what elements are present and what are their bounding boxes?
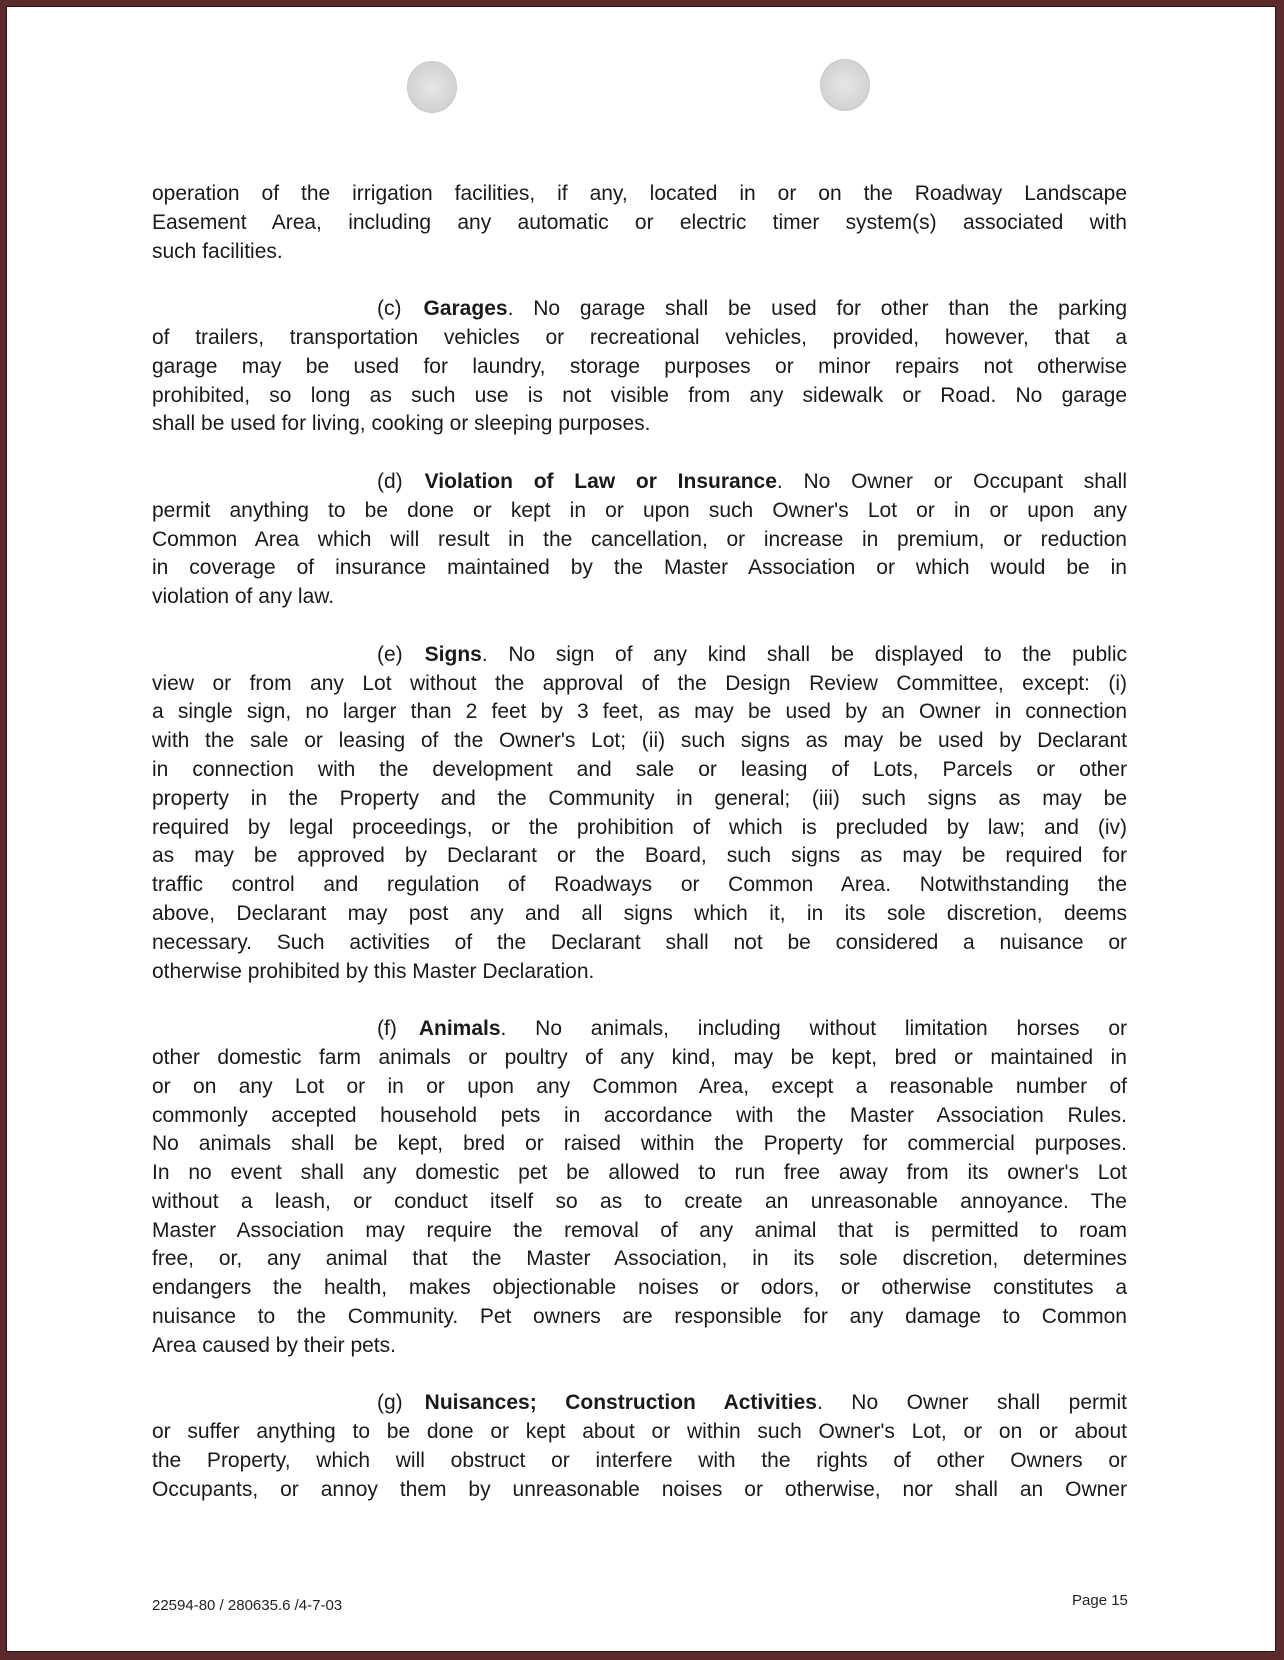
- text-line: in coverage of insurance maintained by the Master Association or which would be in: [152, 556, 1127, 580]
- paragraph: [152, 295, 1127, 439]
- line-text: . No sign of any kind shall be displayed to the public: [481, 642, 1127, 666]
- section-title: Violation of Law or Insurance: [424, 469, 777, 493]
- text-line: as may be approved by Declarant or the Board, such signs as may be required for: [152, 844, 1127, 868]
- section-label: (g): [377, 1391, 403, 1415]
- section-title: Nuisances; Construction Activities: [424, 1391, 817, 1415]
- text-line: required by legal proceedings, or the prohibition of which is precluded by law; and (iv): [152, 815, 1127, 839]
- text-line: Area caused by their pets.: [152, 1333, 396, 1357]
- paragraph: [152, 468, 1127, 612]
- text-line: traffic control and regulation of Roadways or Common Area. Notwithstanding the: [152, 873, 1127, 897]
- text-line: or suffer anything to be done or kept about or within such Owner's Lot, or on or about: [152, 1420, 1127, 1444]
- text-line: garage may be used for laundry, storage purposes or minor repairs not otherwise: [152, 354, 1127, 378]
- section-label: (e): [377, 642, 403, 666]
- paragraph: [152, 1389, 1127, 1504]
- text-line: violation of any law.: [152, 585, 335, 609]
- text-line: of trailers, transportation vehicles or recreational vehicles, provided, however, that a: [152, 325, 1127, 349]
- page-number: Page 15: [1072, 1592, 1128, 1609]
- text-line: endangers the health, makes objectionable noises or odors, or otherwise constitutes a: [152, 1276, 1127, 1300]
- document-page: [6, 6, 1276, 1652]
- section-label: (d): [377, 469, 403, 493]
- text-line: without a leash, or conduct itself so as to create an unreasonable annoyance. The: [152, 1189, 1127, 1213]
- line-text: . No Owner or Occupant shall: [776, 469, 1127, 493]
- section-label: (f): [377, 1017, 397, 1041]
- text-line: Common Area which will result in the cancellation, or increase in premium, or reduction: [152, 527, 1127, 551]
- text-line: the Property, which will obstruct or interfere with the rights of other Owners or: [152, 1449, 1127, 1473]
- text-line: In no event shall any domestic pet be allowed to run free away from its owner's Lot: [152, 1161, 1127, 1185]
- text-line: property in the Property and the Community in general; (iii) such signs as may be: [152, 786, 1127, 810]
- text-line: commonly accepted household pets in accordance with the Master Association Rules.: [152, 1103, 1127, 1127]
- section-title: Signs: [424, 642, 482, 666]
- text-line: shall be used for living, cooking or sleeping purposes.: [152, 412, 651, 436]
- text-line: prohibited, so long as such use is not visible from any sidewalk or Road. No garage: [152, 383, 1127, 407]
- text-line: necessary. Such activities of the Declarant shall not be considered a nuisance or: [152, 930, 1127, 954]
- text-line: other domestic farm animals or poultry of any kind, may be kept, bred or maintained in: [152, 1045, 1127, 1069]
- line-text: . No animals, including without limitation horses or: [500, 1017, 1127, 1041]
- text-line: [152, 295, 1127, 324]
- paragraph: [152, 1015, 1127, 1361]
- text-line: [152, 468, 1127, 497]
- text-line: nuisance to the Community. Pet owners are responsible for any damage to Common: [152, 1305, 1127, 1329]
- text-line: in connection with the development and sale or leasing of Lots, Parcels or other: [152, 757, 1127, 781]
- text-line: view or from any Lot without the approval of the Design Review Committee, except: (i): [152, 671, 1127, 695]
- text-line: permit anything to be done or kept in or upon such Owner's Lot or in or upon any: [152, 498, 1127, 522]
- line-text: . No Owner shall permit: [816, 1391, 1127, 1415]
- text-line: free, or, any animal that the Master Association, in its sole discretion, determines: [152, 1247, 1127, 1271]
- section-title: Animals: [418, 1017, 501, 1041]
- text-line: a single sign, no larger than 2 feet by 3 feet, as may be used by an Owner in connection: [152, 700, 1127, 724]
- paragraph: [152, 641, 1127, 987]
- text-line: with the sale or leasing of the Owner's Lot; (ii) such signs as may be used by Declarant: [152, 729, 1127, 753]
- text-line: above, Declarant may post any and all signs which it, in its sole discretion, deems: [152, 901, 1127, 925]
- text-line: Master Association may require the removal of any animal that is permitted to roam: [152, 1218, 1127, 1242]
- text-line: [152, 1015, 1127, 1044]
- paragraph: [152, 180, 1127, 266]
- section-title: Garages: [423, 297, 508, 321]
- document-body: [152, 180, 1127, 1533]
- text-line: operation of the irrigation facilities, if any, located in or on the Roadway Landscape: [152, 182, 1127, 205]
- punch-hole: [820, 59, 870, 111]
- text-line: or on any Lot or in or upon any Common Area, except a reasonable number of: [152, 1074, 1127, 1098]
- punch-hole: [407, 61, 457, 113]
- section-label: (c): [377, 297, 402, 321]
- text-line: Easement Area, including any automatic or electric timer system(s) associated with: [152, 210, 1127, 234]
- document-id: 22594-80 / 280635.6 /4-7-03: [152, 1597, 343, 1614]
- text-line: such facilities.: [152, 239, 283, 263]
- text-line: Occupants, or annoy them by unreasonable noises or otherwise, nor shall an Owner: [152, 1477, 1127, 1501]
- text-line: [152, 1389, 1127, 1418]
- text-line: otherwise prohibited by this Master Declaration.: [152, 959, 595, 983]
- text-line: No animals shall be kept, bred or raised within the Property for commercial purposes.: [152, 1132, 1127, 1156]
- line-text: . No garage shall be used for other than the parking: [507, 297, 1127, 321]
- text-line: [152, 641, 1127, 670]
